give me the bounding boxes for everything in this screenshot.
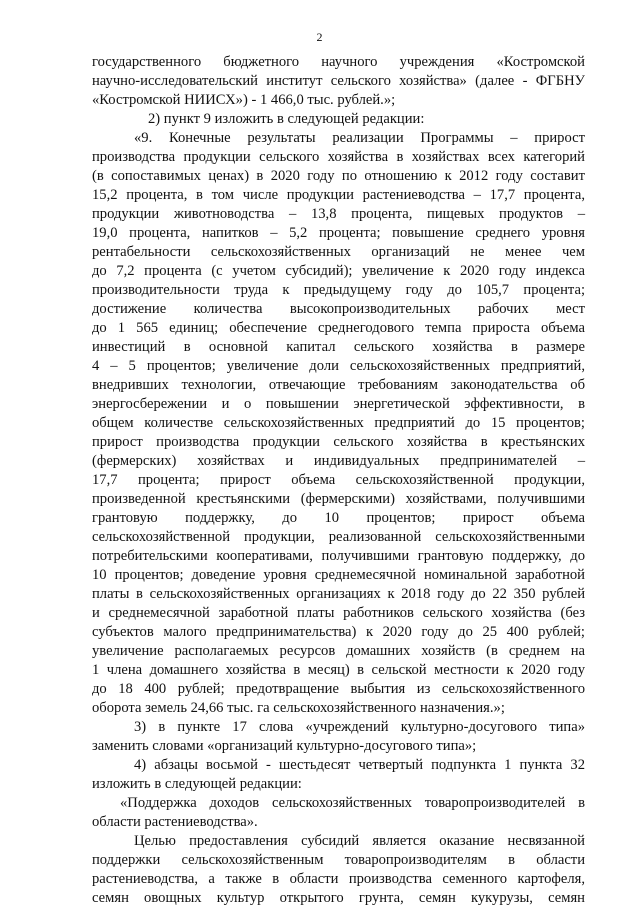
text-line: области растениеводства». [92, 814, 258, 830]
text-line: «Поддержка доходов сельскохозяйственных товаропроизводителей в [120, 795, 585, 811]
text-line: достижение количества высокопроизводительных рабочих мест [92, 301, 585, 317]
text-line: 3) в пункте 17 слова «учреждений культурно-досугового типа» [134, 719, 585, 735]
text-line: изложить в следующей редакции: [92, 776, 302, 792]
text-line: субъектов малого предпринимательства) к 2020 году до 25 400 рублей; [92, 624, 585, 640]
text-line: производства продукции сельского хозяйства в хозяйствах всех категорий [92, 149, 585, 165]
text-line: увеличение располагаемых ресурсов домашних хозяйств (в среднем на [92, 643, 585, 659]
text-line: до 7,2 процента (с учетом субсидий); увеличение к 2020 году индекса [92, 263, 585, 279]
text-line: (в сопоставимых ценах) в 2020 году по отношению к 2012 году составит [92, 168, 585, 184]
text-line: энергосбережении и о повышении энергетической эффективности, в [92, 396, 585, 412]
text-line: производительности труда к предыдущему году до 105,7 процента; [92, 282, 585, 298]
text-line: государственного бюджетного научного учреждения «Костромской [92, 54, 585, 70]
text-line: инвестиций в основной капитал сельского хозяйства в размере [92, 339, 585, 355]
text-line: «9. Конечные результаты реализации Программы – прирост [134, 130, 585, 146]
text-line: 17,7 процента; прирост объема сельскохозяйственной продукции, [92, 472, 585, 488]
text-line: внедривших технологии, отвечающие требованиям законодательства об [92, 377, 585, 393]
text-line: поддержки сельскохозяйственным товаропроизводителям в области [92, 852, 585, 868]
text-line: 1 члена домашнего хозяйства в месяц) в сельской местности к 2020 году [92, 662, 585, 678]
text-line: растениеводства, а также в области производства семенного картофеля, [92, 871, 585, 887]
text-line: 15,2 процента, в том числе продукции растениеводства – 17,7 процента, [92, 187, 585, 203]
text-line: до 18 400 рублей; предотвращение выбытия из сельскохозяйственного [92, 681, 585, 697]
text-line: научно-исследовательский институт сельского хозяйства» (далее - ФГБНУ [92, 73, 585, 89]
text-line: 10 процентов; доведение уровня среднемесячной номинальной заработной [92, 567, 585, 583]
text-line: оборота земель 24,66 тыс. га сельскохозяйственного назначения.»; [92, 700, 505, 716]
text-line: и среднемесячной заработной платы работников сельского хозяйства (без [92, 605, 585, 621]
text-line: платы в сельскохозяйственных организациях к 2018 году до 22 350 рублей [92, 586, 585, 602]
text-line: 4) абзацы восьмой - шестьдесят четвертый подпункта 1 пункта 32 [134, 757, 585, 773]
text-line: заменить словами «организаций культурно-досугового типа»; [92, 738, 477, 754]
text-line: рентабельности сельскохозяйственных организаций не менее чем [92, 244, 585, 260]
text-line: семян овощных культур открытого грунта, семян кукурузы, семян [92, 890, 585, 906]
text-line: (фермерских) хозяйствах и индивидуальных предпринимателей – [92, 453, 585, 469]
text-line: «Костромской НИИСХ») - 1 466,0 тыс. рублей.»; [92, 92, 396, 108]
text-line: общем количестве сельскохозяйственных предприятий до 15 процентов; [92, 415, 585, 431]
text-line: сельскохозяйственной продукции, реализованной сельскохозяйственными [92, 529, 585, 545]
text-line: Целью предоставления субсидий является оказание несвязанной [134, 833, 585, 849]
text-line: произведенной крестьянскими (фермерскими) хозяйствами, получившими [92, 491, 585, 507]
page-number: 2 [316, 30, 323, 44]
text-line: 2) пункт 9 изложить в следующей редакции: [148, 111, 425, 127]
text-line: 4 – 5 процентов; увеличение доли сельскохозяйственных предприятий, [92, 358, 585, 374]
text-line: грантовую поддержку, до 10 процентов; прирост объема [92, 510, 585, 526]
text-line: до 1 565 единиц; обеспечение среднегодового темпа прироста объема [92, 320, 585, 336]
text-line: продукции животноводства – 13,8 процента, пищевых продуктов – [92, 206, 585, 222]
text-line: 19,0 процента, напитков – 5,2 процента; повышение среднего уровня [92, 225, 585, 241]
text-line: прирост производства продукции сельского хозяйства в крестьянских [92, 434, 585, 450]
text-line: потребительскими кооперативами, получившими грантовую поддержку, до [92, 548, 585, 564]
